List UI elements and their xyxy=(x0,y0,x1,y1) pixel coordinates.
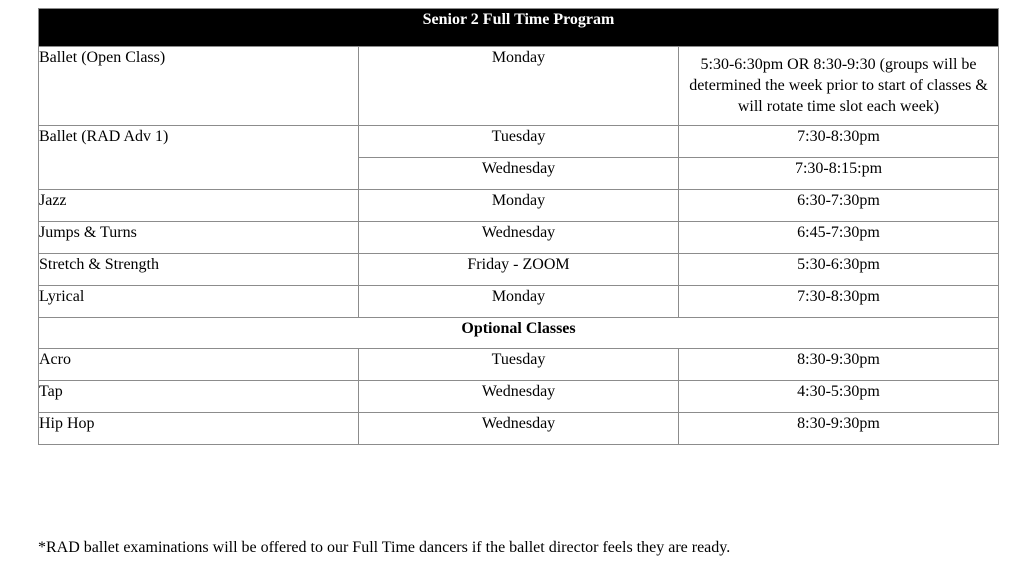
day-cell: Tuesday xyxy=(359,126,679,158)
table-row xyxy=(39,413,999,445)
day-cell: Friday - ZOOM xyxy=(359,254,679,286)
table-title-row xyxy=(39,9,999,47)
day-cell: Wednesday xyxy=(359,381,679,413)
table-title: Senior 2 Full Time Program xyxy=(39,9,999,47)
schedule-table xyxy=(38,8,999,445)
table-row xyxy=(39,126,999,158)
time-cell: 5:30-6:30pm xyxy=(679,254,999,286)
optional-classes-heading: Optional Classes xyxy=(39,318,999,349)
table-row xyxy=(39,381,999,413)
day-cell: Monday xyxy=(359,190,679,222)
day-cell: Monday xyxy=(359,286,679,318)
table-row xyxy=(39,254,999,286)
table-row xyxy=(39,349,999,381)
table-row xyxy=(39,222,999,254)
time-cell: 8:30-9:30pm xyxy=(679,349,999,381)
time-cell: 7:30-8:30pm xyxy=(679,286,999,318)
time-cell: 7:30-8:15:pm xyxy=(679,158,999,190)
class-name-cell: Acro xyxy=(39,349,359,381)
class-name-cell: Stretch & Strength xyxy=(39,254,359,286)
day-cell: Wednesday xyxy=(359,158,679,190)
time-cell: 4:30-5:30pm xyxy=(679,381,999,413)
class-name-cell: Jazz xyxy=(39,190,359,222)
time-cell: 7:30-8:30pm xyxy=(679,126,999,158)
table-row xyxy=(39,190,999,222)
table-row xyxy=(39,47,999,126)
time-cell: 6:45-7:30pm xyxy=(679,222,999,254)
footnote: *RAD ballet examinations will be offered to our Full Time dancers if the ballet director feels they are ready. xyxy=(38,539,731,556)
section-row xyxy=(39,318,999,349)
class-name-cell: Jumps & Turns xyxy=(39,222,359,254)
day-cell: Wednesday xyxy=(359,222,679,254)
class-name-cell: Hip Hop xyxy=(39,413,359,445)
day-cell: Wednesday xyxy=(359,413,679,445)
table-row xyxy=(39,286,999,318)
class-name-cell: Tap xyxy=(39,381,359,413)
time-cell: 6:30-7:30pm xyxy=(679,190,999,222)
time-cell: 5:30-6:30pm OR 8:30-9:30 (groups will be determined the week prior to start of classes & will rotate time slot each week) xyxy=(679,47,999,126)
class-name-cell: Lyrical xyxy=(39,286,359,318)
class-name-cell: Ballet (Open Class) xyxy=(39,47,359,126)
class-name-cell: Ballet (RAD Adv 1) xyxy=(39,126,359,190)
day-cell: Monday xyxy=(359,47,679,126)
day-cell: Tuesday xyxy=(359,349,679,381)
time-cell: 8:30-9:30pm xyxy=(679,413,999,445)
